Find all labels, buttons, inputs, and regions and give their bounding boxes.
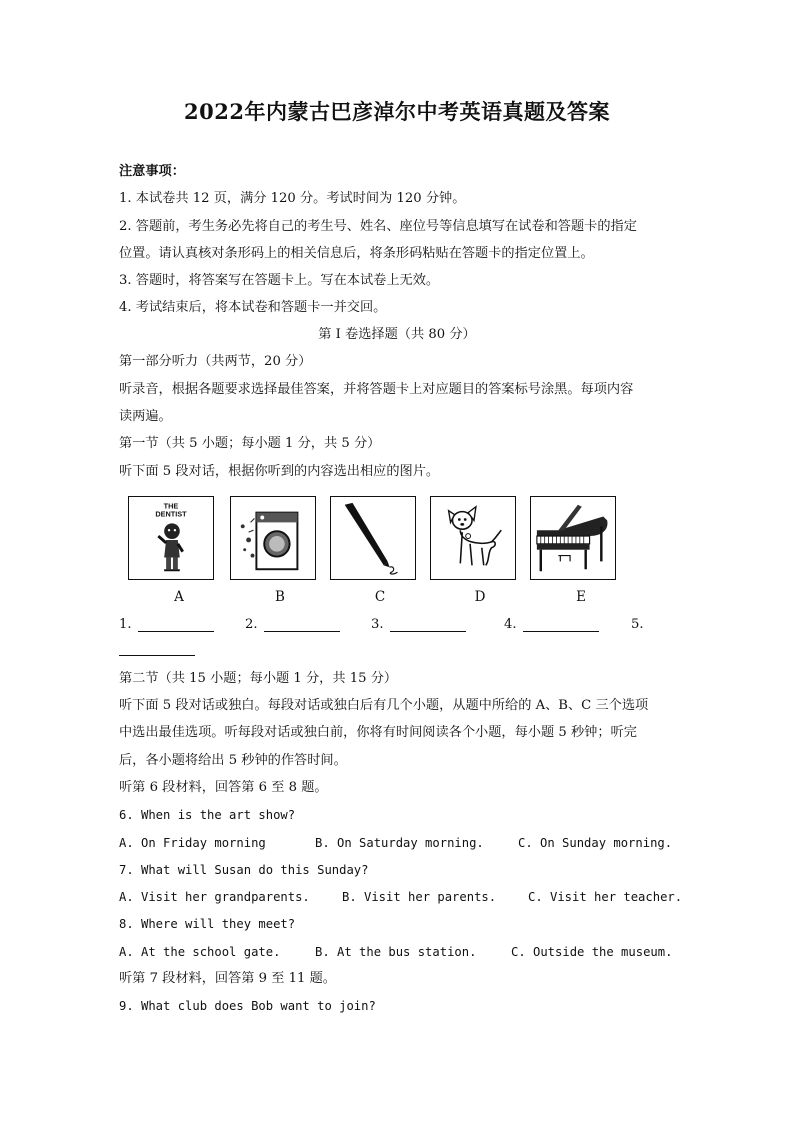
q6-option-a[interactable]: A. On Friday morning	[119, 836, 266, 850]
picture-e	[530, 496, 616, 580]
section2-heading: 第二节（共 15 小题；每小题 1 分，共 15 分）	[119, 671, 398, 686]
answer-number: 2.	[245, 617, 258, 632]
note-item-2: 2. 答题前，考生务必先将自己的考生号、姓名、座位号等信息填写在试卷和答题卡的指定	[119, 219, 637, 234]
svg-text:DENTIST: DENTIST	[155, 509, 187, 519]
picture-label-e: E	[576, 589, 586, 605]
part1-heading: 第一部分听力（共两节，20 分）	[119, 354, 312, 369]
answer-number: 3.	[371, 617, 384, 632]
question-8: 8. Where will they meet?	[119, 917, 296, 931]
svg-text:THE: THE	[163, 501, 179, 511]
pen-icon	[331, 497, 415, 579]
dog-icon	[431, 497, 515, 579]
note-item-2-cont: 位置。请认真核对条形码上的相关信息后，将条形码粘贴在答题卡的指定位置上。	[119, 246, 594, 261]
section1-heading: 第一节（共 5 小题；每小题 1 分，共 5 分）	[119, 436, 381, 451]
question-9: 9. What club does Bob want to join?	[119, 999, 376, 1013]
picture-a	[128, 496, 214, 580]
answer-blank-1[interactable]	[119, 617, 214, 632]
q7-option-c[interactable]: C. Visit her teacher.	[528, 890, 683, 904]
piano-icon	[531, 497, 615, 579]
page-title: 2022年内蒙古巴彦淖尔中考英语真题及答案	[184, 99, 610, 124]
picture-label-d: D	[474, 589, 486, 605]
q6-option-b[interactable]: B. On Saturday morning.	[315, 836, 484, 850]
question-6: 6. When is the art show?	[119, 808, 296, 822]
picture-d	[430, 496, 516, 580]
section1-instruction: 听下面 5 段对话，根据你听到的内容选出相应的图片。	[119, 464, 440, 479]
note-item-1: 1. 本试卷共 12 页，满分 120 分。考试时间为 120 分钟。	[119, 191, 466, 206]
dentist-icon	[129, 497, 213, 579]
picture-label-b: B	[275, 589, 285, 605]
washing-machine-icon	[231, 497, 315, 579]
q8-option-c[interactable]: C. Outside the museum.	[511, 945, 673, 959]
question-7: 7. What will Susan do this Sunday?	[119, 863, 369, 877]
picture-label-a: A	[174, 589, 184, 605]
answer-number: 1.	[119, 617, 132, 632]
picture-c	[330, 496, 416, 580]
volume-heading: 第 I 卷选择题（共 80 分）	[318, 327, 476, 342]
section2-instruction-3: 后，各小题将给出 5 秒钟的作答时间。	[119, 753, 347, 768]
section2-instruction-2: 中选出最佳选项。听每段对话或独白前，你将有时间阅读各个小题，每小题 5 秒钟；听完	[119, 725, 637, 740]
q8-option-a[interactable]: A. At the school gate.	[119, 945, 281, 959]
q7-option-a[interactable]: A. Visit her grandparents.	[119, 890, 310, 904]
material-7-note: 听第 7 段材料，回答第 9 至 11 题。	[119, 971, 336, 986]
picture-b	[230, 496, 316, 580]
note-item-3: 3. 答题时，将答案写在答题卡上。写在本试卷上无效。	[119, 273, 440, 288]
answer-blank-2[interactable]	[245, 617, 340, 632]
answer-number: 5.	[631, 617, 644, 632]
part1-instruction-1: 听录音，根据各题要求选择最佳答案，并将答题卡上对应题目的答案标号涂黑。每项内容	[119, 382, 634, 397]
notes-heading: 注意事项：	[119, 164, 185, 179]
answer-blank-5[interactable]	[631, 617, 644, 632]
q6-option-c[interactable]: C. On Sunday morning.	[518, 836, 673, 850]
part1-instruction-2: 读两遍。	[119, 409, 172, 424]
answer-number: 4.	[504, 617, 517, 632]
q8-option-b[interactable]: B. At the bus station.	[315, 945, 477, 959]
section2-instruction-1: 听下面 5 段对话或独白。每段对话或独白后有几个小题，从题中所给的 A、B、C 三个选项	[119, 698, 649, 713]
q7-option-b[interactable]: B. Visit her parents.	[342, 890, 497, 904]
note-item-4: 4. 考试结束后，将本试卷和答题卡一并交回。	[119, 300, 387, 315]
answer-blank-5-line[interactable]	[119, 655, 195, 656]
picture-label-c: C	[374, 589, 386, 605]
material-6-note: 听第 6 段材料，回答第 6 至 8 题。	[119, 780, 328, 795]
answer-blank-3[interactable]	[371, 617, 466, 632]
answer-blank-4[interactable]	[504, 617, 599, 632]
